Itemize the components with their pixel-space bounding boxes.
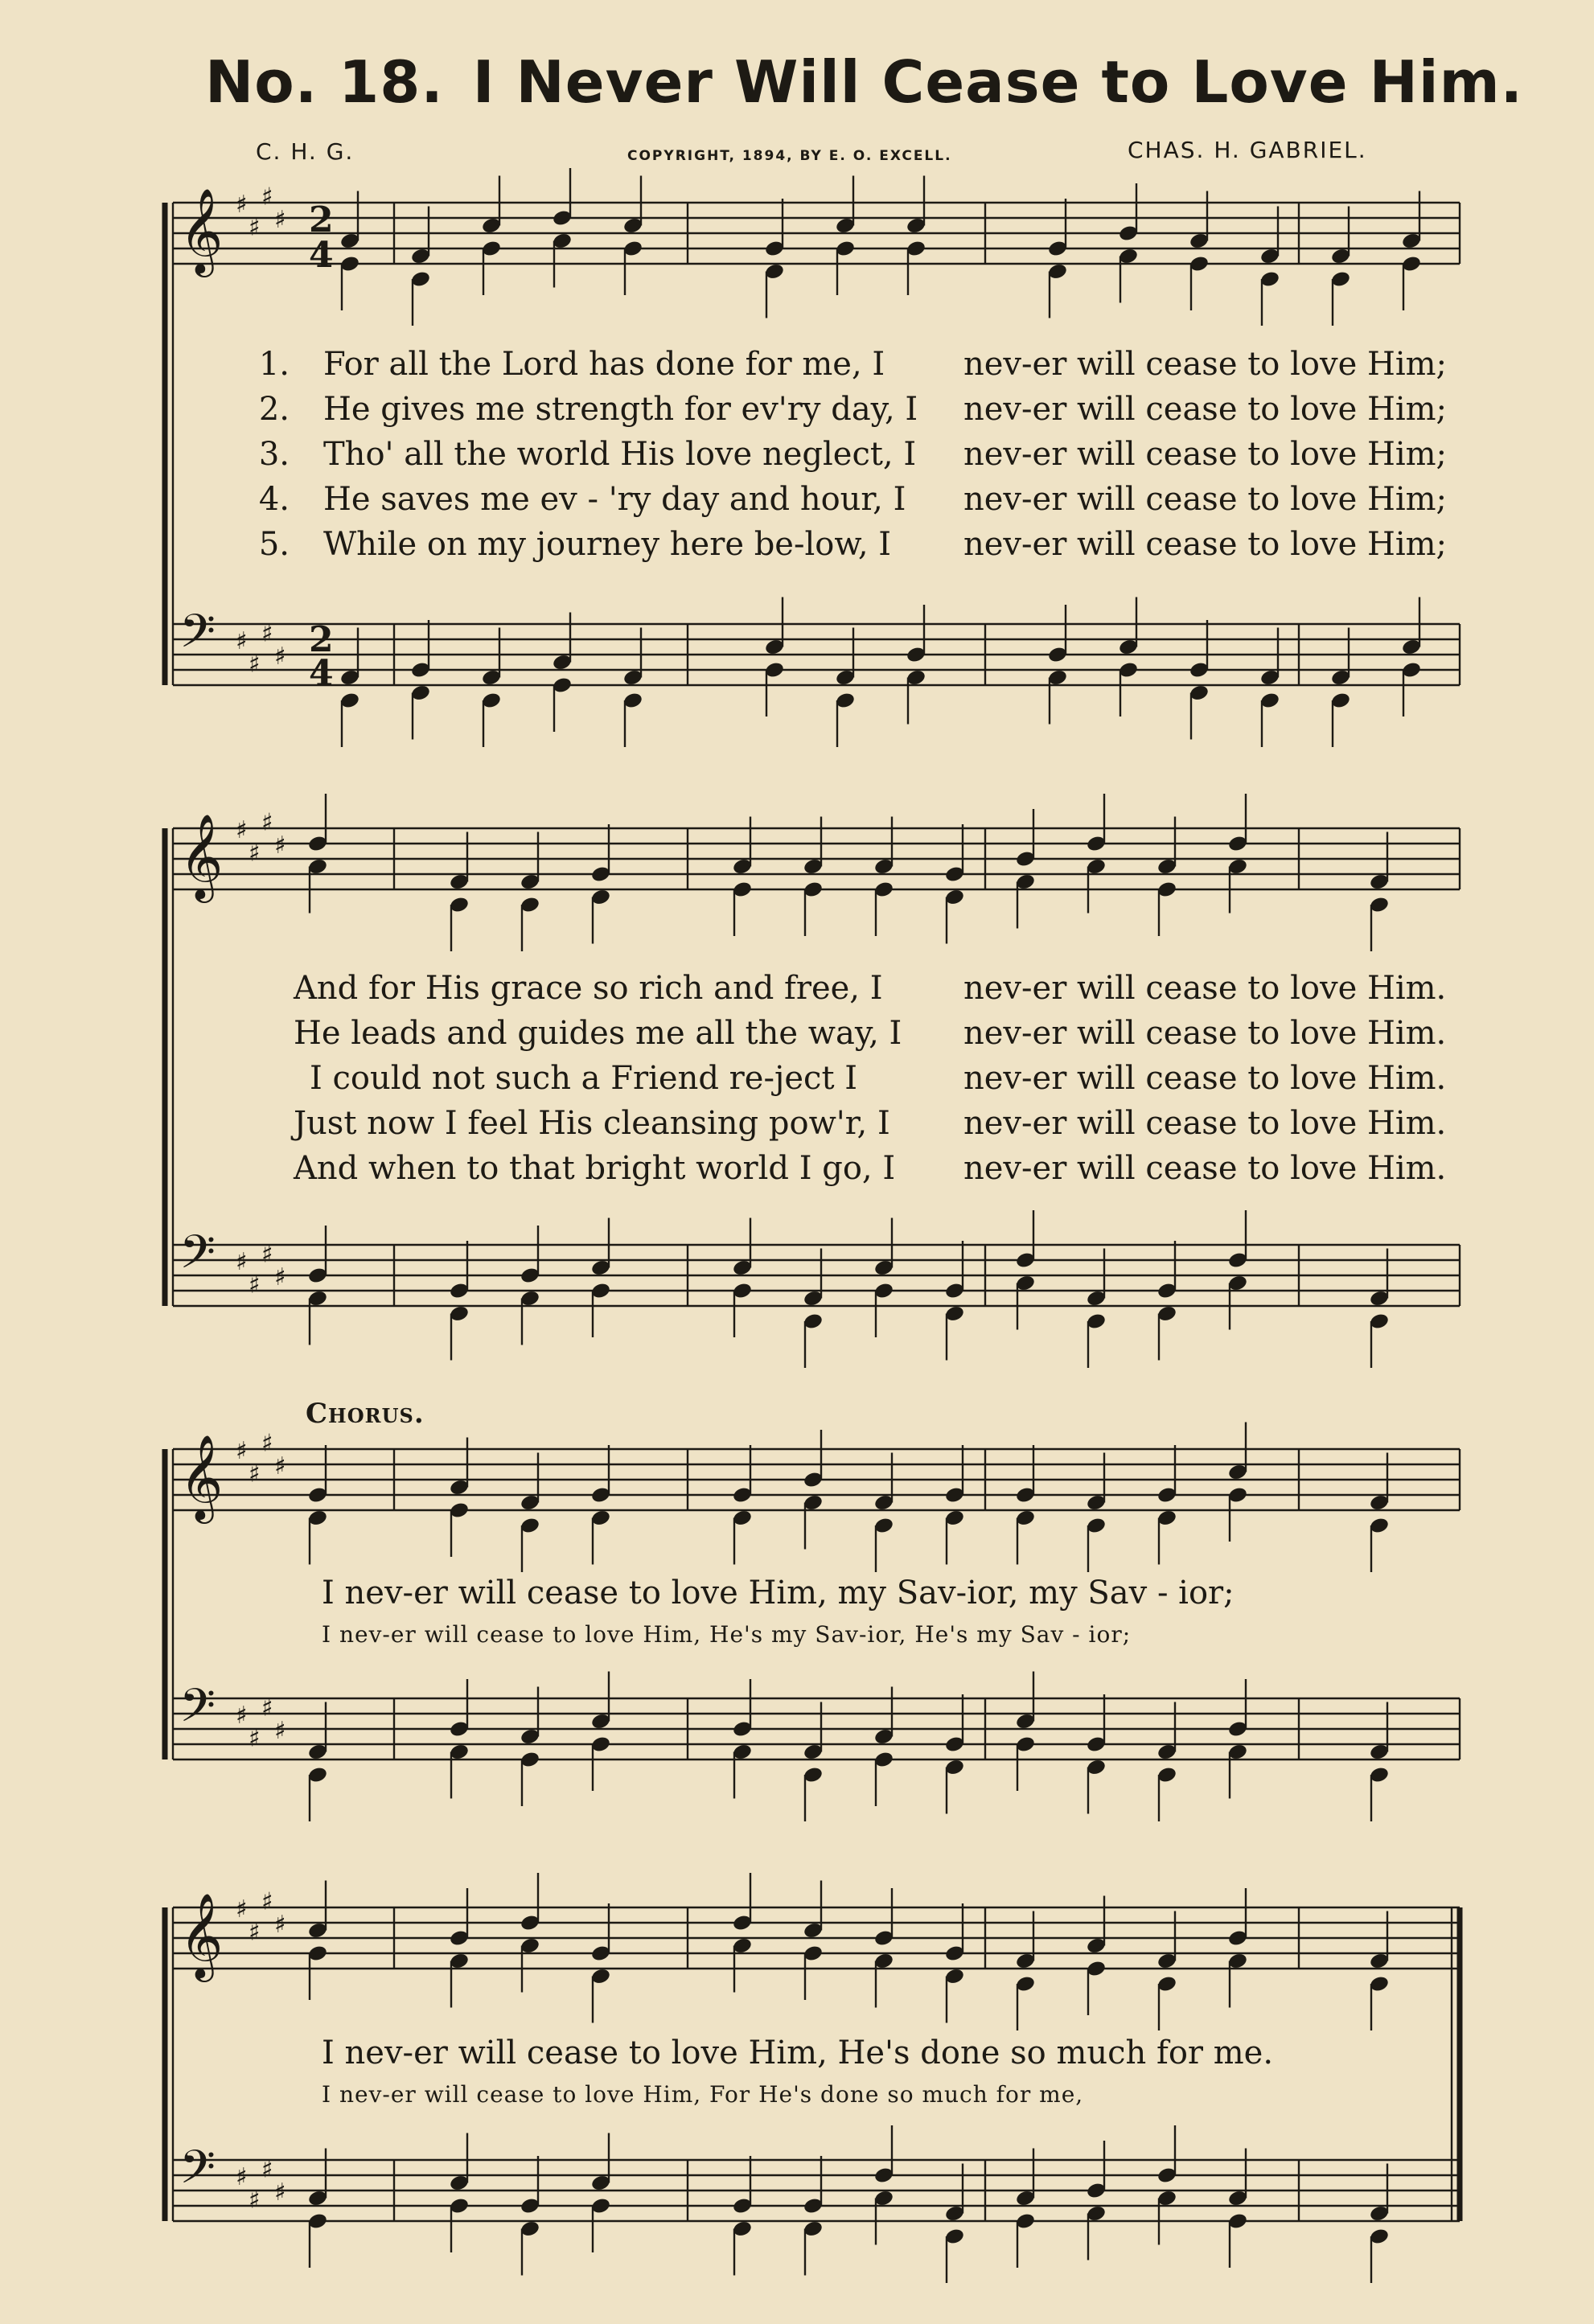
sharp-icon: ♯ bbox=[249, 839, 261, 868]
verse-line bbox=[241, 526, 1480, 566]
sharp-icon: ♯ bbox=[261, 1240, 273, 1269]
sharp-icon: ♯ bbox=[249, 650, 261, 679]
chorus-line1-bass-text: I nev-er will cease to love Him, He's my Sav-ior, He's my Sav - ior; bbox=[322, 1621, 1132, 1648]
sharp-icon: ♯ bbox=[261, 619, 273, 648]
verse-text-b: nev-er will cease to love Him; bbox=[963, 436, 1448, 473]
verse-text-a: He saves me ev - 'ry day and hour, I bbox=[323, 481, 906, 518]
verse-line bbox=[241, 346, 1480, 386]
sharp-icon: ♯ bbox=[274, 1452, 286, 1480]
verse-text-b: nev-er will cease to love Him; bbox=[963, 346, 1448, 383]
verse-number: 3. bbox=[258, 436, 290, 473]
treble-clef-icon: 𝄞 bbox=[179, 187, 224, 273]
sharp-icon: ♯ bbox=[236, 1248, 248, 1276]
verse-text-b: nev-er will cease to love Him; bbox=[963, 526, 1448, 563]
words-credit: C. H. G. bbox=[256, 138, 355, 165]
sharp-icon: ♯ bbox=[274, 831, 286, 860]
sharp-icon: ♯ bbox=[274, 1263, 286, 1291]
sharp-icon: ♯ bbox=[236, 1437, 248, 1465]
sharp-icon: ♯ bbox=[236, 2163, 248, 2191]
verse-text-a: For all the Lord has done for me, I bbox=[323, 346, 885, 383]
verse-line bbox=[294, 970, 1484, 1010]
verse-text-a: And for His grace so rich and free, I bbox=[294, 970, 883, 1007]
sharp-icon: ♯ bbox=[274, 643, 286, 671]
sharp-icon: ♯ bbox=[236, 1895, 248, 1924]
bass-time-signature-bottom: 4 bbox=[309, 653, 334, 694]
bass-clef-icon: 𝄢 bbox=[179, 2140, 216, 2206]
verse-line bbox=[310, 1060, 1484, 1100]
chorus-line2-text: I nev-er will cease to love Him, He's done so much for me. bbox=[322, 2035, 1274, 2071]
copyright-notice: COPYRIGHT, 1894, BY E. O. EXCELL. bbox=[627, 148, 952, 164]
verse-text-a: Tho' all the world His love neglect, I bbox=[323, 436, 917, 473]
sharp-icon: ♯ bbox=[249, 213, 261, 242]
verse-line bbox=[241, 391, 1480, 431]
sharp-icon: ♯ bbox=[261, 1429, 273, 1458]
verse-number: 4. bbox=[258, 481, 290, 518]
verse-text-a: And when to that bright world I go, I bbox=[294, 1150, 896, 1187]
verse-line bbox=[241, 481, 1480, 521]
sharp-icon: ♯ bbox=[249, 1460, 261, 1488]
sharp-icon: ♯ bbox=[261, 2155, 273, 2184]
verse-text-a: While on my journey here be-low, I bbox=[323, 526, 892, 563]
sharp-icon: ♯ bbox=[274, 2178, 286, 2207]
verse-line bbox=[294, 1015, 1484, 1055]
sharp-icon: ♯ bbox=[261, 1887, 273, 1916]
music-credit: CHAS. H. GABRIEL. bbox=[1128, 137, 1367, 163]
sharp-icon: ♯ bbox=[236, 1702, 248, 1730]
verse-number: 5. bbox=[258, 526, 290, 563]
verse-line bbox=[294, 1150, 1484, 1190]
sharp-icon: ♯ bbox=[249, 1724, 261, 1753]
verse-text-a: I could not such a Friend re-ject I bbox=[310, 1060, 858, 1097]
hymn-title: I Never Will Cease to Love Him. bbox=[472, 48, 1523, 116]
bass-clef-icon: 𝄢 bbox=[179, 1678, 216, 1744]
bass-clef-icon: 𝄢 bbox=[179, 604, 216, 670]
sharp-icon: ♯ bbox=[261, 183, 273, 211]
time-signature-bottom: 4 bbox=[309, 235, 334, 276]
sharp-icon: ♯ bbox=[236, 816, 248, 844]
verse-line bbox=[241, 436, 1480, 476]
hymn-number: No. 18. bbox=[205, 48, 444, 116]
verse-number: 2. bbox=[258, 391, 290, 428]
sharp-icon: ♯ bbox=[236, 191, 248, 219]
sharp-icon: ♯ bbox=[261, 1694, 273, 1722]
sharp-icon: ♯ bbox=[274, 206, 286, 234]
verse-text-b: nev-er will cease to love Him. bbox=[963, 1015, 1447, 1052]
verse-line bbox=[294, 1105, 1484, 1145]
treble-clef-icon: 𝄞 bbox=[179, 813, 224, 899]
verse-number: 1. bbox=[258, 346, 290, 383]
verse-text-b: nev-er will cease to love Him. bbox=[963, 1150, 1447, 1187]
time-signature-top: 2 bbox=[309, 199, 334, 240]
verse-text-b: nev-er will cease to love Him. bbox=[963, 970, 1447, 1007]
sharp-icon: ♯ bbox=[249, 1271, 261, 1300]
verse-text-b: nev-er will cease to love Him. bbox=[963, 1060, 1447, 1097]
verse-text-a: He leads and guides me all the way, I bbox=[294, 1015, 902, 1052]
sharp-icon: ♯ bbox=[274, 1911, 286, 1939]
sharp-icon: ♯ bbox=[236, 627, 248, 655]
sharp-icon: ♯ bbox=[249, 1918, 261, 1947]
bass-time-signature-top: 2 bbox=[309, 619, 334, 660]
verse-text-b: nev-er will cease to love Him; bbox=[963, 391, 1448, 428]
chorus-line2-bass-text: I nev-er will cease to love Him, For He's done so much for me, bbox=[322, 2081, 1084, 2108]
chorus-label: Chorus. bbox=[306, 1398, 425, 1430]
treble-clef-icon: 𝄞 bbox=[179, 1434, 224, 1520]
sharp-icon: ♯ bbox=[249, 2186, 261, 2215]
verse-text-b: nev-er will cease to love Him; bbox=[963, 481, 1448, 518]
chorus-line1-text: I nev-er will cease to love Him, my Sav-ior, my Sav - ior; bbox=[322, 1575, 1235, 1612]
sharp-icon: ♯ bbox=[261, 808, 273, 837]
verse-text-a: Just now I feel His cleansing pow'r, I bbox=[294, 1105, 890, 1142]
sharp-icon: ♯ bbox=[274, 1717, 286, 1745]
bass-clef-icon: 𝄢 bbox=[179, 1225, 216, 1291]
verse-text-a: He gives me strength for ev'ry day, I bbox=[323, 391, 918, 428]
treble-clef-icon: 𝄞 bbox=[179, 1892, 224, 1978]
verse-text-b: nev-er will cease to love Him. bbox=[963, 1105, 1447, 1142]
